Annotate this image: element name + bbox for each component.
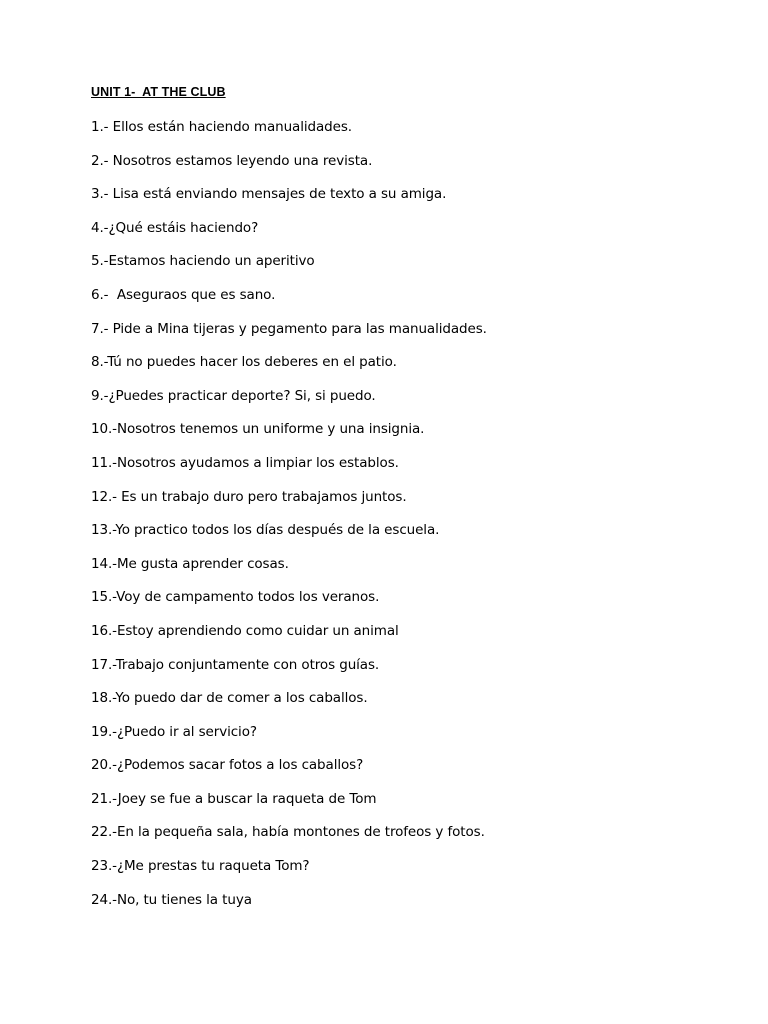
sentence-5: 5.-Estamos haciendo un aperitivo (91, 253, 315, 270)
sentence-4: 4.-¿Qué estáis haciendo? (91, 219, 259, 236)
sentence-22: 22.-En la pequeña sala, había montones de trofeos y fotos. (91, 824, 485, 841)
sentence-15: 15.-Voy de campamento todos los veranos. (91, 589, 380, 606)
sentence-12: 12.- Es un trabajo duro pero trabajamos juntos. (91, 488, 407, 505)
sentence-list (91, 116, 487, 922)
sentence-13: 13.-Yo practico todos los días después de la escuela. (91, 522, 440, 539)
sentence-24: 24.-No, tu tienes la tuya (91, 891, 252, 908)
sentence-20: 20.-¿Podemos sacar fotos a los caballos? (91, 757, 364, 774)
sentence-10: 10.-Nosotros tenemos un uniforme y una insignia. (91, 421, 425, 438)
unit-title: UNIT 1- AT THE CLUB (91, 85, 226, 99)
sentence-16: 16.-Estoy aprendiendo como cuidar un animal (91, 622, 399, 639)
sentence-3: 3.- Lisa está enviando mensajes de texto a su amiga. (91, 186, 447, 203)
sentence-17: 17.-Trabajo conjuntamente con otros guías. (91, 656, 380, 673)
sentence-21: 21.-Joey se fue a buscar la raqueta de Tom (91, 790, 377, 807)
sentence-9: 9.-¿Puedes practicar deporte? Si, si puedo. (91, 387, 376, 404)
sentence-11: 11.-Nosotros ayudamos a limpiar los establos. (91, 454, 399, 471)
sentence-18: 18.-Yo puedo dar de comer a los caballos. (91, 690, 368, 707)
sentence-6: 6.- Aseguraos que es sano. (91, 286, 276, 303)
sentence-14: 14.-Me gusta aprender cosas. (91, 555, 289, 572)
sentence-7: 7.- Pide a Mina tijeras y pegamento para las manualidades. (91, 320, 487, 337)
sentence-1: 1.- Ellos están haciendo manualidades. (91, 119, 352, 135)
sentence-23: 23.-¿Me prestas tu raqueta Tom? (91, 858, 310, 875)
sentence-2: 2.- Nosotros estamos leyendo una revista. (91, 152, 373, 169)
sentence-19: 19.-¿Puedo ir al servicio? (91, 723, 257, 740)
sentence-8: 8.-Tú no puedes hacer los deberes en el patio. (91, 354, 397, 371)
